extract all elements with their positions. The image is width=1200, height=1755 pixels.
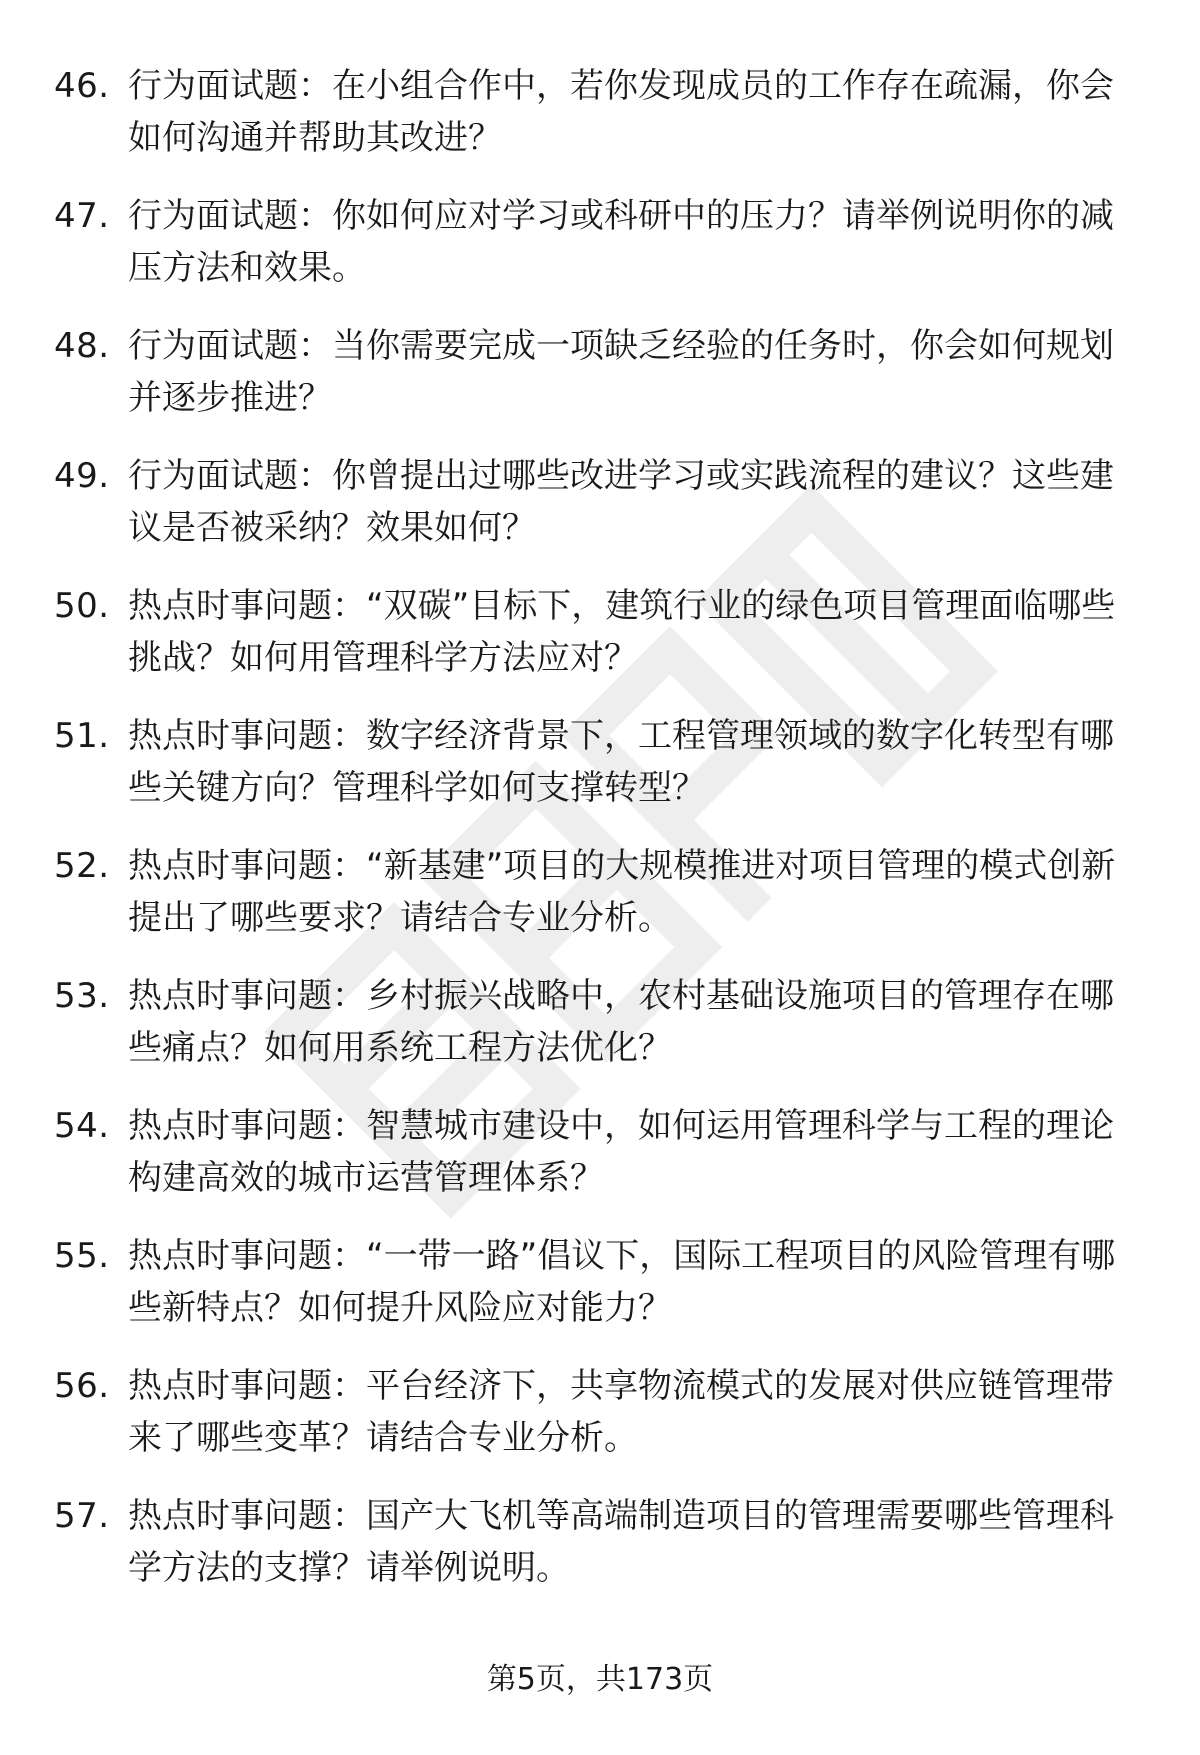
- list-item: [54, 60, 1144, 190]
- question-number: 48.: [54, 326, 110, 366]
- question-number: 54.: [54, 1106, 110, 1146]
- list-item: [54, 190, 1144, 320]
- question-text: 行为面试题：你如何应对学习或科研中的压力？请举例说明你的减压方法和效果。: [128, 196, 1114, 288]
- question-number: 53.: [54, 976, 110, 1016]
- question-number: 52.: [54, 846, 110, 886]
- question-number: 56.: [54, 1366, 110, 1406]
- question-text: 热点时事问题：“双碳”目标下，建筑行业的绿色项目管理面临哪些挑战？如何用管理科学方法应对？: [128, 586, 1116, 678]
- question-text: 热点时事问题：国产大飞机等高端制造项目的管理需要哪些管理科学方法的支撑？请举例说明。: [128, 1496, 1114, 1588]
- list-item: [54, 1360, 1144, 1490]
- question-text: 热点时事问题：“新基建”项目的大规模推进对项目管理的模式创新提出了哪些要求？请结合专业分析。: [128, 846, 1116, 938]
- question-text: 热点时事问题：平台经济下，共享物流模式的发展对供应链管理带来了哪些变革？请结合专业分析。: [128, 1366, 1114, 1458]
- list-item: [54, 1230, 1144, 1360]
- list-item: [54, 320, 1144, 450]
- question-text: 行为面试题：在小组合作中，若你发现成员的工作存在疏漏，你会如何沟通并帮助其改进？: [128, 66, 1114, 158]
- question-number: 49.: [54, 456, 110, 496]
- question-number: 51.: [54, 716, 110, 756]
- question-list: [54, 60, 1144, 1620]
- list-item: [54, 1490, 1144, 1620]
- question-text: 热点时事问题：智慧城市建设中，如何运用管理科学与工程的理论构建高效的城市运营管理体系？: [128, 1106, 1114, 1198]
- list-item: [54, 450, 1144, 580]
- list-item: [54, 1100, 1144, 1230]
- page-number-footer: 第5页，共173页: [486, 1662, 714, 1697]
- list-item: [54, 710, 1144, 840]
- question-number: 47.: [54, 196, 110, 236]
- list-item: [54, 840, 1144, 970]
- question-text: 行为面试题：你曾提出过哪些改进学习或实践流程的建议？这些建议是否被采纳？效果如何？: [128, 456, 1114, 548]
- question-text: 行为面试题：当你需要完成一项缺乏经验的任务时，你会如何规划并逐步推进？: [128, 326, 1114, 418]
- list-item: [54, 580, 1144, 710]
- question-number: 50.: [54, 586, 110, 626]
- question-number: 57.: [54, 1496, 110, 1536]
- question-number: 55.: [54, 1236, 110, 1276]
- question-text: 热点时事问题：“一带一路”倡议下，国际工程项目的风险管理有哪些新特点？如何提升风险应对能力？: [128, 1236, 1116, 1328]
- question-text: 热点时事问题：数字经济背景下，工程管理领域的数字化转型有哪些关键方向？管理科学如何支撑转型？: [128, 716, 1114, 808]
- list-item: [54, 970, 1144, 1100]
- question-text: 热点时事问题：乡村振兴战略中，农村基础设施项目的管理存在哪些痛点？如何用系统工程方法优化？: [128, 976, 1114, 1068]
- question-number: 46.: [54, 66, 110, 106]
